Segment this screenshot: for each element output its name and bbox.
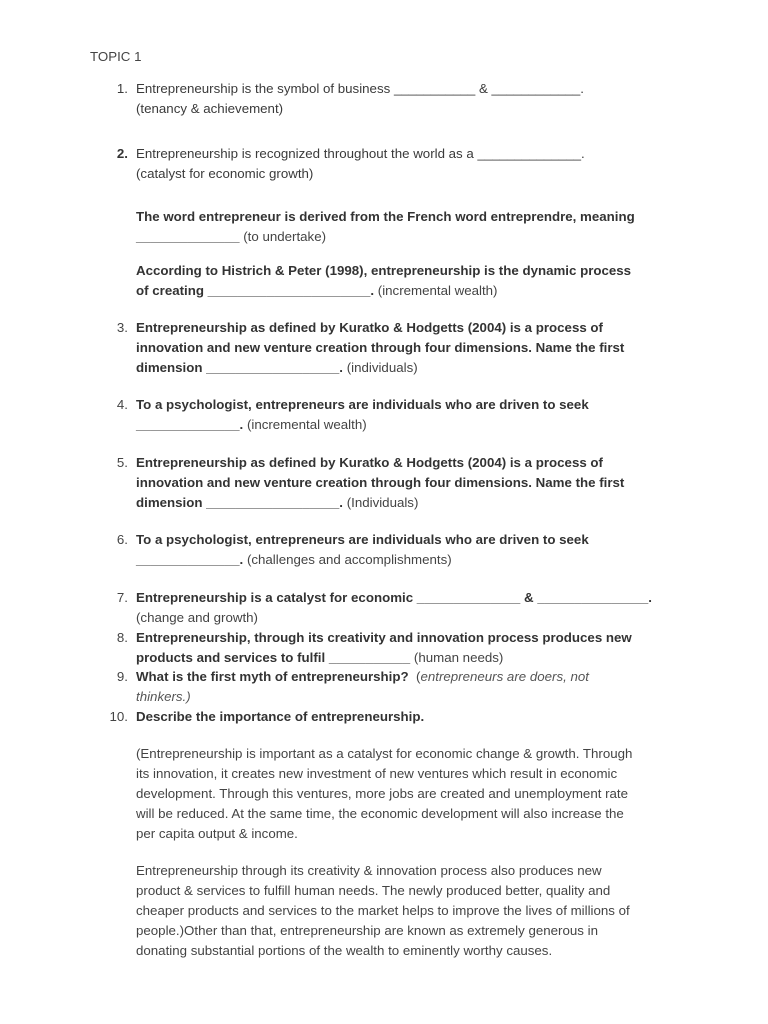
- answer-text: (incremental wealth): [246, 417, 367, 432]
- question-3: [116, 318, 696, 378]
- paragraph-line: per capita output & income.: [136, 826, 298, 841]
- answer-text: (Individuals): [346, 495, 419, 510]
- answer-text: (challenges and accomplishments): [246, 552, 452, 567]
- answer-text: (catalyst for economic growth): [136, 166, 314, 181]
- question-5: [116, 453, 696, 513]
- answer-text: (to undertake): [243, 229, 327, 244]
- question-entrepreneur-origin: [136, 207, 696, 247]
- question-4: [116, 395, 696, 435]
- question-line-2: ______________.: [136, 552, 244, 567]
- answer-paragraph-1: [136, 744, 681, 844]
- paragraph-line: people.)Other than that, entrepreneurship are known as extremely generous in: [136, 923, 598, 938]
- answer-paragraph-2: [136, 861, 681, 961]
- paragraph-line: donating substantial portions of the wealth to eminently worthy causes.: [136, 943, 553, 958]
- question-line-2: ______________.: [136, 417, 244, 432]
- answer-text: (change and growth): [136, 610, 258, 625]
- question-text: Entrepreneurship is a catalyst for economic ______________ & _______________.: [136, 590, 652, 605]
- question-line-1: To a psychologist, entrepreneurs are individuals who are driven to seek: [136, 532, 589, 547]
- question-text: Entrepreneurship is recognized throughout the world as a ______________.: [136, 146, 585, 161]
- question-blank: ______________: [136, 229, 240, 244]
- paragraph-line: its innovation, it creates new investment of new ventures which result in economic: [136, 766, 618, 781]
- question-line-2: products and services to fulfil ___________: [136, 650, 411, 665]
- question-9: [116, 667, 696, 707]
- question-number: 9.: [116, 669, 128, 684]
- answer-open-paren: (: [416, 669, 421, 684]
- question-number: 1.: [116, 81, 128, 96]
- question-number: 3.: [116, 320, 128, 335]
- question-line-1: To a psychologist, entrepreneurs are individuals who are driven to seek: [136, 397, 589, 412]
- answer-text: entrepreneurs are doers, not: [420, 669, 589, 684]
- paragraph-line: cheaper products and services to the market helps to improve the lives of millions of: [136, 903, 630, 918]
- question-number: 6.: [116, 532, 128, 547]
- question-1: [116, 79, 696, 119]
- paragraph-line: (Entrepreneurship is important as a catalyst for economic change & growth. Through: [136, 746, 633, 761]
- question-histrich-peter: [136, 261, 696, 301]
- question-text-2: of creating ______________________.: [136, 283, 375, 298]
- question-line-1: Entrepreneurship as defined by Kuratko & Hodgetts (2004) is a process of: [136, 455, 603, 470]
- question-number: 8.: [116, 630, 128, 645]
- paragraph-line: development. Through this ventures, more jobs are created and unemployment rate: [136, 786, 629, 801]
- question-text: The word entrepreneur is derived from the French word entreprendre, meaning: [136, 209, 635, 224]
- question-text: Entrepreneurship is the symbol of business ___________ & ____________.: [136, 81, 584, 96]
- answer-text-continued: thinkers.): [136, 689, 191, 704]
- question-line-3: dimension __________________.: [136, 495, 343, 510]
- paragraph-line: product & services to fulfill human needs. The newly produced better, quality and: [136, 883, 611, 898]
- question-6: [116, 530, 696, 570]
- question-line-2: innovation and new venture creation through four dimensions. Name the first: [136, 475, 625, 490]
- question-number: 5.: [116, 455, 128, 470]
- question-text: According to Histrich & Peter (1998), entrepreneurship is the dynamic process: [136, 263, 632, 278]
- question-line-1: Entrepreneurship, through its creativity and innovation process produces new: [136, 630, 632, 645]
- question-10: [109, 707, 696, 727]
- question-line-1: Entrepreneurship as defined by Kuratko & Hodgetts (2004) is a process of: [136, 320, 603, 335]
- question-7: [116, 588, 696, 628]
- question-number: 2.: [116, 146, 128, 161]
- question-text: What is the first myth of entrepreneurship?: [136, 669, 409, 684]
- paragraph-line: Entrepreneurship through its creativity & innovation process also produces new: [136, 863, 602, 878]
- answer-text: (incremental wealth): [377, 283, 498, 298]
- question-line-2: innovation and new venture creation through four dimensions. Name the first: [136, 340, 625, 355]
- question-line-3: dimension __________________.: [136, 360, 343, 375]
- question-2: [116, 144, 696, 184]
- answer-text: (tenancy & achievement): [136, 101, 284, 116]
- answer-text: (human needs): [413, 650, 504, 665]
- paragraph-line: will be reduced. At the same time, the economic development will also increase the: [136, 806, 624, 821]
- question-8: [116, 628, 696, 668]
- question-text: Describe the importance of entrepreneurship.: [136, 709, 425, 724]
- question-number: 10.: [109, 709, 128, 724]
- question-number: 4.: [116, 397, 128, 412]
- question-number: 7.: [116, 590, 128, 605]
- topic-heading: TOPIC 1: [90, 49, 142, 64]
- answer-text: (individuals): [346, 360, 418, 375]
